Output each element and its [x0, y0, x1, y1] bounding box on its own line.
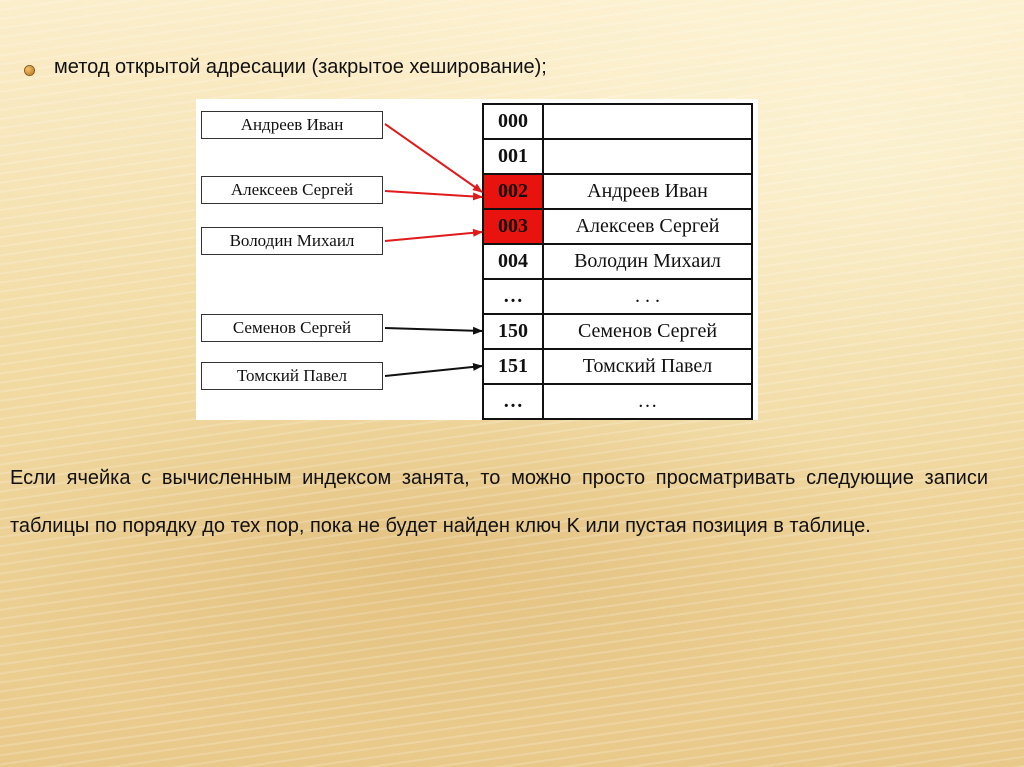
index-cell-highlighted: 003	[483, 209, 543, 244]
index-cell: …	[483, 279, 543, 314]
arrow-3	[385, 232, 482, 241]
index-cell: 001	[483, 139, 543, 174]
value-cell: Володин Михаил	[543, 244, 752, 279]
arrow-4	[385, 328, 482, 331]
source-box-5: Томский Павел	[201, 362, 383, 390]
arrow-1	[385, 124, 482, 192]
bullet-icon	[25, 66, 34, 75]
arrows-layer	[196, 99, 758, 420]
arrow-5	[385, 366, 482, 376]
index-cell: 000	[483, 104, 543, 139]
index-cell-highlighted: 002	[483, 174, 543, 209]
source-box-2: Алексеев Сергей	[201, 176, 383, 204]
value-cell: . . .	[543, 279, 752, 314]
value-cell: Томский Павел	[543, 349, 752, 384]
index-cell: 150	[483, 314, 543, 349]
slide-heading: метод открытой адресации (закрытое хеширование);	[54, 56, 547, 78]
index-cell: …	[483, 384, 543, 419]
value-cell: Алексеев Сергей	[543, 209, 752, 244]
index-cell: 004	[483, 244, 543, 279]
index-cell: 151	[483, 349, 543, 384]
value-cell: …	[543, 384, 752, 419]
value-cell: Андреев Иван	[543, 174, 752, 209]
source-box-3: Володин Михаил	[201, 227, 383, 255]
hash-table-figure	[196, 99, 758, 420]
value-cell: Семенов Сергей	[543, 314, 752, 349]
explanation-paragraph: Если ячейка с вычисленным индексом занята, то можно просто просматривать следующие записи таблицы по порядку до тех пор, пока не будет найден ключ K или пустая позиция в таблице.	[10, 467, 988, 537]
source-box-4: Семенов Сергей	[201, 314, 383, 342]
arrow-2	[385, 191, 482, 197]
source-box-1: Андреев Иван	[201, 111, 383, 139]
